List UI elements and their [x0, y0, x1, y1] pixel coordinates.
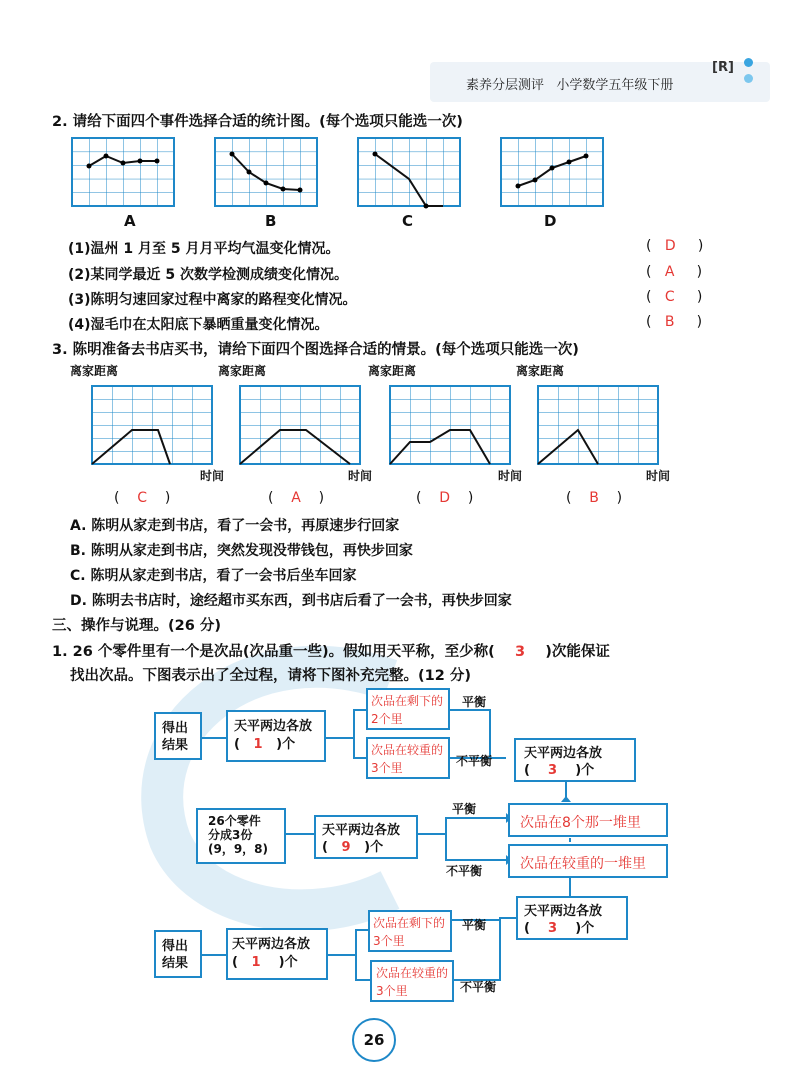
flow-weigh-first: 天平两边各放 ( 9 )个 [314, 815, 418, 859]
q3-answer-4: ( B ) [566, 490, 623, 506]
q3-option-d: D. 陈明去书店时，途经超市买东西，到书店后看了一会书，再快步回家 [70, 593, 512, 609]
flow-result-top [154, 712, 202, 760]
q3-xlabel-2: 时间 [348, 469, 373, 483]
q3-ylabel-2: 离家距离 [218, 364, 267, 378]
flow-top-rest-text: 次品在剩下的2个里 [371, 694, 444, 726]
q2-answer-1-value: D [664, 238, 676, 254]
q2-answer-4: ( B ) [646, 314, 703, 330]
edition-letter: R [717, 60, 728, 75]
page-number: 26 [352, 1018, 396, 1062]
q3-option-a: A. 陈明从家走到书店，看了一会书，再原速步行回家 [70, 518, 400, 534]
flow-unbalance-label-top: 不平衡 [456, 754, 493, 768]
flow-result-bottom [154, 930, 202, 978]
flow-branch-top: 次品在8个那一堆里 [508, 803, 668, 837]
flow-unbalance-label-bot: 不平衡 [460, 980, 497, 994]
flow-balance-label-mid: 平衡 [452, 802, 477, 816]
chart-label-b: B [265, 212, 277, 230]
flow-bottom-rest-text: 次品在剩下的3个里 [373, 916, 446, 948]
q2-answer-2-value: A [664, 264, 675, 280]
q2-item-4: (4)湿毛巾在太阳底下暴晒重量变化情况。 [68, 317, 329, 333]
q3-answer-1-value: C [137, 490, 148, 506]
q3-option-b: B. 陈明从家走到书店，突然发现没带钱包，再快步回家 [70, 543, 413, 559]
chart-label-a: A [124, 212, 136, 230]
p1-line-1-a: 1. 26 个零件里有一个是次品(次品重一些)。假如用天平称，至少称( [52, 644, 495, 660]
q2-answer-3-value: C [664, 289, 675, 305]
flow-weigh-bottom-final-label: 天平两边各放 [232, 937, 311, 952]
flow-weigh-first-count: 9 [341, 840, 351, 855]
p1-line-1-b: )次能保证 [545, 644, 610, 660]
q3-ylabel-4: 离家距离 [516, 364, 565, 378]
q3-answer-2-value: A [291, 490, 301, 506]
flow-unit: 个 [581, 921, 595, 936]
edition-badge: [R] [712, 60, 734, 75]
q3-ylabel-1: 离家距离 [70, 364, 119, 378]
flow-weigh-top-final-count: 1 [253, 737, 263, 752]
p1-line-2: 找出次品。下图表示出了全过程，请将下图补充完整。(12 分) [70, 668, 471, 684]
q3-ylabel-3: 离家距离 [368, 364, 417, 378]
q2-stem: 2. 请给下面四个事件选择合适的统计图。(每个选项只能选一次) [52, 114, 463, 130]
q3-stem: 3. 陈明准备去书店买书，请给下面四个图选择合适的情景。(每个选项只能选一次) [52, 342, 579, 358]
flow-unbalance-label-mid: 不平衡 [446, 864, 483, 878]
flow-weigh-top-final-label: 天平两边各放 [234, 719, 313, 734]
flow-bottom-heavy-text: 次品在较重的3个里 [376, 966, 449, 998]
flow-start-line-3: (9，9，8) [208, 842, 269, 856]
flow-start-line-2: 分成3份 [208, 828, 253, 842]
flow-weigh-bottom-final-count: 1 [251, 955, 261, 970]
q2-item-2: (2)某同学最近 5 次数学检测成绩变化情况。 [68, 267, 349, 283]
q2-item-3: (3)陈明匀速回家过程中离家的路程变化情况。 [68, 292, 357, 308]
flow-weigh-bottom-count: 3 [548, 921, 558, 936]
flow-weigh-bottom-final: 天平两边各放 ( 1 )个 [226, 928, 328, 980]
chart-label-d: D [544, 212, 557, 230]
flow-top-heavy-text: 次品在较重的3个里 [371, 743, 444, 775]
q3-answer-3-value: D [439, 490, 451, 506]
flow-top-heavy [366, 737, 450, 779]
flow-weigh-top-label: 天平两边各放 [524, 746, 603, 761]
q2-answer-2: ( A ) [646, 264, 703, 280]
flow-bottom-rest [368, 910, 452, 952]
q2-item-1: (1)温州 1 月至 5 月月平均气温变化情况。 [68, 241, 340, 257]
flow-unit: 个 [282, 737, 296, 752]
flow-bottom-heavy [370, 960, 454, 1002]
header-series: 素养分层测评 [466, 78, 545, 93]
flow-weigh-bottom: 天平两边各放 ( 3 )个 [516, 896, 628, 940]
q3-answer-2: ( A ) [268, 490, 325, 506]
q3-answer-1: ( C ) [114, 490, 171, 506]
section-3-title: 三、操作与说理。(26 分) [52, 618, 221, 634]
flow-weigh-top: 天平两边各放 ( 3 )个 [514, 738, 636, 782]
q3-option-c: C. 陈明从家走到书店，看了一会书后坐车回家 [70, 568, 357, 584]
q3-answer-4-value: B [589, 490, 599, 506]
flow-weigh-bottom-label: 天平两边各放 [524, 904, 603, 919]
flow-result-bottom-text: 得出结果 [162, 939, 189, 971]
flow-result-top-text: 得出结果 [162, 721, 189, 753]
q2-answer-4-value: B [664, 314, 675, 330]
flow-unit: 个 [581, 763, 595, 778]
flow-top-rest [366, 688, 450, 730]
q3-xlabel-4: 时间 [646, 469, 671, 483]
flow-unit: 个 [284, 955, 298, 970]
flow-branch-bottom: 次品在较重的一堆里 [508, 844, 668, 878]
q2-answer-3: ( C ) [646, 289, 703, 305]
q3-xlabel-1: 时间 [200, 469, 225, 483]
chart-label-c: C [402, 212, 414, 230]
flow-weigh-first-label: 天平两边各放 [322, 823, 401, 838]
p1-answer: 3 [514, 644, 526, 660]
q3-answer-3: ( D ) [416, 490, 474, 506]
flow-weigh-top-final: 天平两边各放 ( 1 )个 [226, 710, 326, 762]
flow-balance-label-top: 平衡 [462, 695, 487, 709]
flow-start-line-1: 26个零件 [208, 814, 261, 828]
flow-unit: 个 [370, 840, 384, 855]
flow-start-box [196, 808, 286, 864]
flow-balance-label-bot: 平衡 [462, 918, 487, 932]
q3-xlabel-3: 时间 [498, 469, 523, 483]
flow-weigh-top-count: 3 [548, 763, 558, 778]
header-book: 小学数学五年级下册 [556, 78, 674, 93]
q2-answer-1: ( D ) [646, 238, 704, 254]
